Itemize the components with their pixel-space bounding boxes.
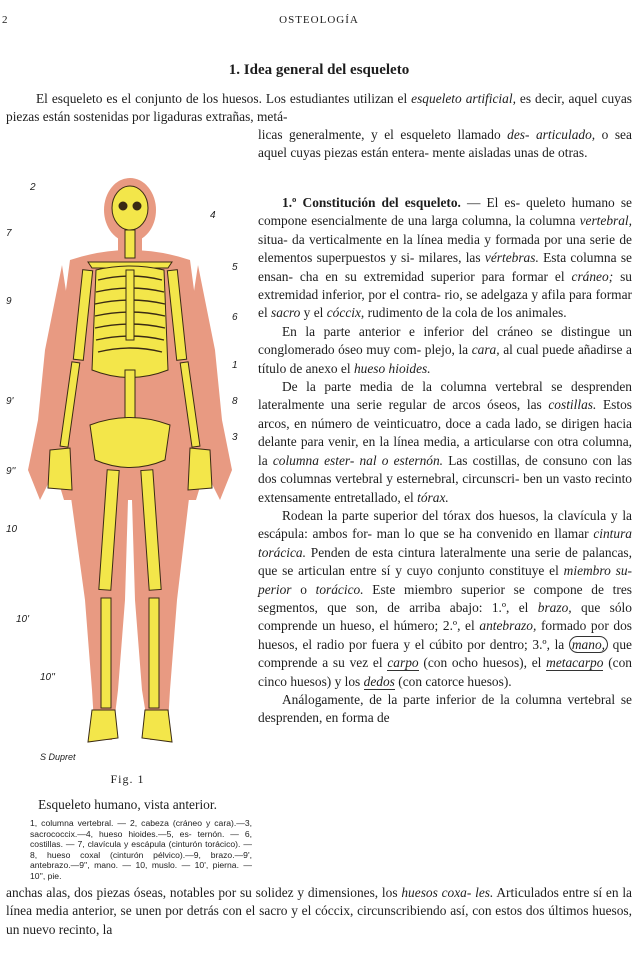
- figure-label-9-prime: 9': [6, 396, 14, 407]
- figure-legend: 1, columna vertebral. — 2, cabeza (cráneo y cara).—3, sacrococcix.—4, hueso hioides.—5, es- ternón. — 6, costillas. — 7, clavícula y escápula (cinturón torácico). — 8, hueso coxal (cinturón pélvico).—9, brazo.—9', antebrazo.—9'', mano. — 10, muslo. — 10', pierna. — 10'', pie.: [30, 818, 252, 881]
- figure-caption: Esqueleto humano, vista anterior.: [38, 797, 217, 812]
- upper-limb-paragraph: Rodean la parte superior del tórax dos huesos, la clavícula y la escápula: ambos for- man lo que se ha convenido en llamar cintura torácica. Penden de esta cintura lateralmente una serie de palancas, que se articulan entre sí y cuyo conjunto constituye el miembro su- perior o torácico. Este miembro superior se compone de tres segmentos, que son, de arriba abajo: 1.º, el brazo, que sólo comprende un hueso, el húmero; 2.º, el antebrazo, formado por dos huesos, el radio por fuera y el cúbito por dentro; 3.º, la mano, que comprende a su vez el carpo (con ocho huesos), el metacarpo (con cinco huesos) y los dedos (con catorce huesos).: [258, 507, 633, 689]
- page-number: 2: [2, 14, 8, 26]
- text-column: [258, 194, 632, 728]
- figure-label-10: 10: [6, 524, 18, 535]
- intro-paragraph: El esqueleto es el conjunto de los huesos. Los estudiantes utilizan el esqueleto artificial, es decir, aquel cuyas piezas están sostenidas por ligaduras extrañas, metá-: [6, 91, 632, 125]
- figure-label-9-double-prime: 9'': [6, 466, 16, 477]
- figure-label-1: 1: [232, 360, 238, 371]
- figure-label-6: 6: [232, 312, 238, 323]
- figure-label-7: 7: [6, 228, 12, 239]
- intro-continuation: licas generalmente, y el esqueleto llamado des- articulado, o sea aquel cuyas piezas están entera- mente aisladas unas de otras.: [258, 127, 632, 161]
- face-paragraph: En la parte anterior e inferior del cráneo se distingue un conglomerado óseo muy com- plejo, la cara, al cual puede añadirse a título de anexo el hueso hioides.: [258, 323, 632, 376]
- figure-label-5: 5: [232, 262, 238, 273]
- figure-label-10-double-prime: 10'': [40, 672, 55, 683]
- figure-number: Fig. 1: [110, 772, 145, 786]
- figure-label-9: 9: [6, 296, 12, 307]
- figure-label-8: 8: [232, 396, 238, 407]
- section-title: 1. Idea general del esqueleto: [228, 62, 410, 78]
- figure-label-3: 3: [232, 432, 238, 443]
- pelvis-paragraph: Análogamente, de la parte inferior de la columna vertebral se desprenden, en forma de: [258, 691, 632, 726]
- skeleton-figure: [0, 170, 255, 790]
- ribs-paragraph: De la parte media de la columna vertebral se desprenden lateralmente una serie regular de arcos óseos, las costillas. Estos arcos, en número de veinticuatro, doce a cada lado, se dirigen hacia delante para venir, en la línea media, a articularse con otra columna, la columna ester- nal o esternón. Las costillas, de consuno con las dos columnas vertebral y esternebral, circunscri- ben un vasto recinto extensamente entretallado, el tórax.: [258, 379, 632, 505]
- illustrator-signature: S Dupret: [40, 752, 76, 762]
- figure-label-4: 4: [210, 210, 216, 221]
- figure-label-10-prime: 10': [16, 614, 30, 625]
- bottom-paragraph: anchas alas, dos piezas óseas, notables por su solidez y dimensiones, los huesos coxa- les. Articulados entre sí en la línea media anterior, se unen por detrás con el sacro y el cóccix, circunscribiendo así, con estos dos últimos huesos, un nuevo recinto, la: [6, 885, 632, 937]
- running-head: OSTEOLOGÍA: [279, 14, 359, 26]
- figure-label-2: 2: [30, 182, 36, 193]
- constitution-paragraph: 1.º Constitución del esqueleto. — El es- queleto humano se compone esencialmente de una larga columna, la columna vertebral, situa- da verticalmente en la línea media y formada por una serie de elementos superpuestos y si- milares, las vértebras. Esta columna se ensan- cha en su extremidad superior para formar el cráneo; su extremidad inferior, por el contra- rio, se adelgaza y afila para formar el sacro y el cóccix, rudimento de la cola de los animales.: [258, 195, 633, 321]
